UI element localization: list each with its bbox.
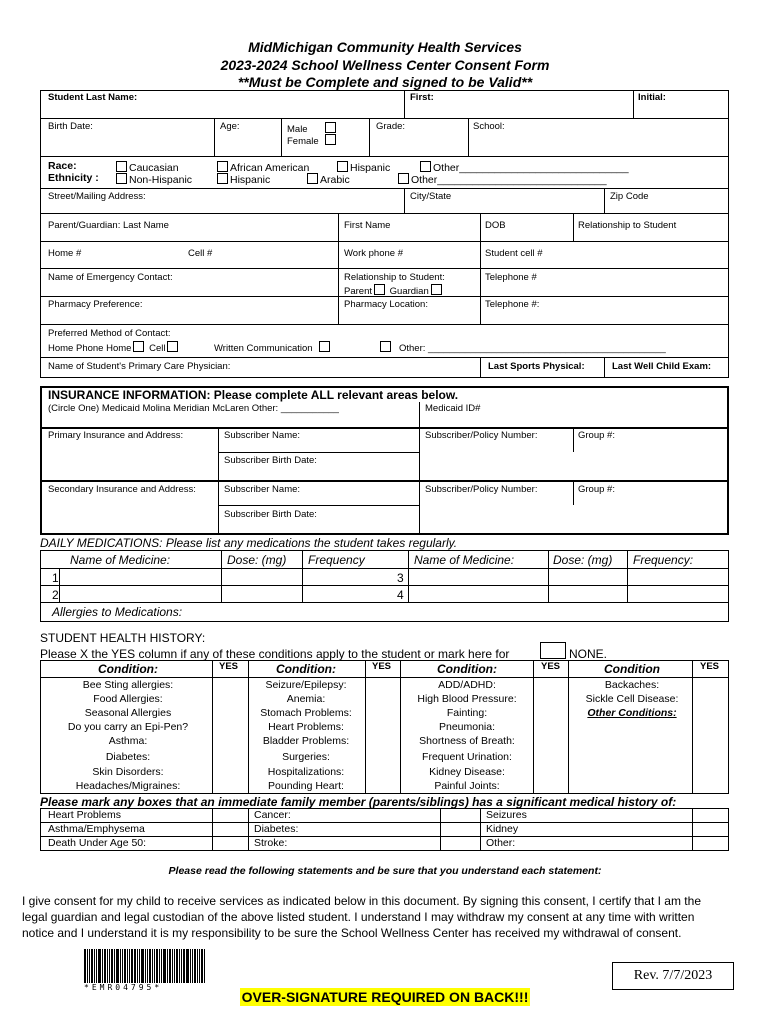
female-option[interactable] xyxy=(287,134,338,147)
parent-label: Parent xyxy=(344,286,372,297)
relationship-to-student-label: Relationship to Student: xyxy=(344,272,445,283)
barcode-bar xyxy=(139,949,140,983)
barcode-bar xyxy=(104,949,106,983)
barcode-bar xyxy=(181,949,182,983)
barcode-bar xyxy=(122,949,123,983)
street-address-label[interactable]: Street/Mailing Address: xyxy=(48,191,146,202)
barcode-bar xyxy=(159,949,160,983)
cell-checkbox[interactable] xyxy=(167,341,178,352)
condition-1-4[interactable]: Do you carry an Epi-Pen? xyxy=(67,721,189,733)
condition-4-2[interactable]: Sickle Cell Disease: xyxy=(585,693,679,705)
barcode-bar xyxy=(91,949,93,983)
other-race-label: Other_____________________________ xyxy=(433,162,629,174)
arabic-option[interactable] xyxy=(305,173,350,186)
guardian-label: Guardian xyxy=(389,286,429,297)
african-american-checkbox[interactable] xyxy=(217,161,228,172)
home-phone-option-label: Home Phone Home xyxy=(48,343,132,354)
pharmacy-telephone-label[interactable]: Telephone #: xyxy=(485,299,540,310)
barcode-bar xyxy=(194,949,196,983)
home-phone-label[interactable]: Home # xyxy=(48,248,82,259)
last-well-child-exam-label[interactable]: Last Well Child Exam: xyxy=(612,361,712,372)
barcode-bar xyxy=(145,949,146,983)
pharmacy-preference-label[interactable]: Pharmacy Preference: xyxy=(48,299,143,310)
medication-row-4[interactable]: 4 xyxy=(397,588,404,602)
condition-4-1[interactable]: Backaches: xyxy=(604,679,660,691)
barcode-bar xyxy=(111,949,113,983)
parent-guardian-options[interactable] xyxy=(344,284,444,297)
primary-subscriber-name-label[interactable]: Subscriber Name: xyxy=(224,430,301,441)
condition-2-7[interactable]: Hospitalizations: xyxy=(267,766,345,778)
guardian-dob-label[interactable]: DOB xyxy=(485,220,506,231)
other-contact-checkbox[interactable] xyxy=(380,341,391,352)
ethnicity-label: Ethnicity : xyxy=(48,172,99,184)
hispanic-race-option[interactable] xyxy=(335,161,390,174)
barcode-bar xyxy=(89,949,90,983)
barcode-bar xyxy=(127,949,128,983)
hispanic-race-checkbox[interactable] xyxy=(337,161,348,172)
condition-header-1: Condition: xyxy=(98,662,158,676)
barcode-bar xyxy=(179,949,180,983)
emergency-telephone-label[interactable]: Telephone # xyxy=(485,272,537,283)
barcode-bar xyxy=(152,949,153,983)
african-american-label: African American xyxy=(230,162,310,174)
primary-group-label[interactable]: Group #: xyxy=(578,430,615,441)
barcode-bar xyxy=(137,949,138,983)
barcode-bar xyxy=(109,949,110,983)
yes-header-1: YES xyxy=(219,661,239,672)
barcode-bar xyxy=(190,949,191,983)
grade-label[interactable]: Grade: xyxy=(376,121,406,132)
medication-row-2[interactable]: 2 xyxy=(52,588,59,602)
condition-2-3[interactable]: Stomach Problems: xyxy=(260,707,352,719)
non-hispanic-checkbox[interactable] xyxy=(116,173,127,184)
condition-1-5[interactable]: Asthma: xyxy=(108,735,148,747)
pharmacy-location-label[interactable]: Pharmacy Location: xyxy=(344,299,428,310)
condition-1-6[interactable]: Diabetes: xyxy=(105,751,151,763)
condition-3-4[interactable]: Pneumonia: xyxy=(438,721,496,733)
barcode-bar xyxy=(102,949,103,983)
barcode-bar xyxy=(116,949,119,983)
family-kidney[interactable]: Kidney xyxy=(486,823,519,835)
condition-3-8[interactable]: Painful Joints: xyxy=(434,780,500,792)
org-name: MidMichigan Community Health Services xyxy=(248,39,522,55)
yes-header-3: YES xyxy=(541,661,561,672)
condition-header-2: Condition: xyxy=(276,662,336,676)
medication-row-3[interactable]: 3 xyxy=(397,571,404,585)
statements-heading: Please read the following statements and be sure that you understand each statement: xyxy=(168,865,602,877)
written-communication-checkbox[interactable] xyxy=(319,341,330,352)
condition-3-2[interactable]: High Blood Pressure: xyxy=(417,693,517,705)
non-hispanic-option[interactable] xyxy=(114,173,192,186)
validity-notice: **Must be Complete and signed to be Valid** xyxy=(237,74,533,90)
medication-row-1[interactable]: 1 xyxy=(52,571,59,585)
last-sports-physical-label[interactable]: Last Sports Physical: xyxy=(488,361,585,372)
condition-1-2[interactable]: Food Allergies: xyxy=(93,693,163,705)
barcode-bar xyxy=(87,949,88,983)
barcode-bar xyxy=(183,949,185,983)
student-cell-label[interactable]: Student cell # xyxy=(485,248,543,259)
barcode-bar xyxy=(154,949,155,983)
arabic-checkbox[interactable] xyxy=(307,173,318,184)
condition-1-8[interactable]: Headaches/Migraines: xyxy=(75,780,181,792)
secondary-policy-number-label[interactable]: Subscriber/Policy Number: xyxy=(425,484,538,495)
barcode-bar xyxy=(134,949,136,983)
work-phone-label[interactable]: Work phone # xyxy=(344,248,403,259)
guardian-checkbox[interactable] xyxy=(431,284,442,295)
other-contact-option[interactable] xyxy=(378,341,666,354)
condition-2-5[interactable]: Bladder Problems: xyxy=(262,735,350,747)
male-option[interactable] xyxy=(287,122,338,135)
caucasian-checkbox[interactable] xyxy=(116,161,127,172)
written-communication-option[interactable] xyxy=(214,341,332,354)
primary-policy-number-label[interactable]: Subscriber/Policy Number: xyxy=(425,430,538,441)
family-death-under-50[interactable]: Death Under Age 50: xyxy=(48,837,147,849)
family-seizures[interactable]: Seizures xyxy=(486,809,527,821)
student-initial-label[interactable]: Initial: xyxy=(638,92,666,103)
condition-3-3[interactable]: Fainting: xyxy=(446,707,488,719)
primary-subscriber-birth-label[interactable]: Subscriber Birth Date: xyxy=(224,455,317,466)
arabic-label: Arabic xyxy=(320,174,350,186)
barcode-bar xyxy=(192,949,193,983)
barcode-bar xyxy=(167,949,168,983)
barcode-bar xyxy=(96,949,97,983)
barcode-bar xyxy=(163,949,166,983)
revision-label: Rev. 7/7/2023 xyxy=(633,968,713,983)
none-checkbox[interactable] xyxy=(540,642,566,659)
condition-2-1[interactable]: Seizure/Epilepsy: xyxy=(265,679,347,691)
health-history-instruction: Please X the YES column if any of these conditions apply to the student or mark here for xyxy=(40,647,510,661)
barcode-bar xyxy=(197,949,198,983)
hispanic-ethnicity-label: Hispanic xyxy=(230,174,271,186)
barcode-bar xyxy=(204,949,205,983)
barcode-text: *EMR04795* xyxy=(84,983,163,992)
consent-statement: I give consent for my child to receive services as indicated below in this document. By signing this consent, I certify that I am the legal guardian and legal custodian of the above listed student. I understand I may withdraw my consent at any time with written notice and I understand it is my responsibility to be sure the School Wellness Center has received my withdrawal of consent. xyxy=(22,894,701,940)
over-signature-banner xyxy=(0,989,770,1007)
barcode-bar xyxy=(94,949,95,983)
non-hispanic-label: Non-Hispanic xyxy=(129,174,193,186)
condition-2-2[interactable]: Anemia: xyxy=(286,693,326,705)
condition-header-3: Condition: xyxy=(437,662,497,676)
age-label[interactable]: Age: xyxy=(220,121,240,132)
secondary-subscriber-name-label[interactable]: Subscriber Name: xyxy=(224,484,301,495)
hispanic-ethnicity-checkbox[interactable] xyxy=(217,173,228,184)
medications-title: DAILY MEDICATIONS: Please list any medications the student takes regularly. xyxy=(40,536,458,550)
hispanic-ethnicity-option[interactable] xyxy=(215,173,270,186)
family-asthma[interactable]: Asthma/Emphysema xyxy=(48,823,145,835)
caucasian-label: Caucasian xyxy=(129,162,179,174)
barcode-bar xyxy=(124,949,126,983)
condition-3-7[interactable]: Kidney Disease: xyxy=(429,766,505,778)
medicine-name-header-2: Name of Medicine: xyxy=(414,553,515,567)
cell-phone-label[interactable]: Cell # xyxy=(188,248,213,259)
guardian-first-name-label[interactable]: First Name xyxy=(344,220,391,231)
barcode-bar xyxy=(161,949,162,983)
condition-1-7[interactable]: Skin Disorders: xyxy=(92,766,164,778)
condition-header-4: Condition xyxy=(604,662,660,676)
insurance-title: INSURANCE INFORMATION: Please complete ALL relevant areas below. xyxy=(48,388,459,402)
other-ethnicity-option[interactable] xyxy=(396,173,607,186)
student-first-name-label[interactable]: First: xyxy=(410,92,434,103)
student-last-name-label[interactable]: Student Last Name: xyxy=(48,92,138,103)
yes-header-2: YES xyxy=(372,661,392,672)
male-label: Male xyxy=(287,124,308,135)
over-signature-label: OVER-SIGNATURE REQUIRED ON BACK!!! xyxy=(241,989,529,1005)
barcode-bar xyxy=(176,949,178,983)
emergency-contact-label[interactable]: Name of Emergency Contact: xyxy=(48,272,173,283)
barcode-bar xyxy=(169,949,171,983)
male-checkbox[interactable] xyxy=(325,122,336,133)
form-title: 2023-2024 School Wellness Center Consent Form xyxy=(220,57,550,73)
barcode-bar xyxy=(201,949,203,983)
condition-3-1[interactable]: ADD/ADHD: xyxy=(438,679,496,691)
medicaid-id-label[interactable]: Medicaid ID# xyxy=(425,403,481,414)
condition-2-8[interactable]: Pounding Heart: xyxy=(268,780,344,792)
barcode-bar xyxy=(131,949,133,983)
condition-3-6[interactable]: Frequent Urination: xyxy=(422,751,512,763)
barcode xyxy=(84,949,206,992)
medication-allergies-label[interactable]: Allergies to Medications: xyxy=(52,605,183,619)
condition-2-6[interactable]: Surgeries: xyxy=(282,751,330,763)
barcode-bar xyxy=(84,949,86,983)
dose-header-2: Dose: (mg) xyxy=(553,553,613,567)
family-other[interactable]: Other: xyxy=(486,837,516,849)
condition-3-5[interactable]: Shortness of Breath: xyxy=(419,735,515,747)
frequency-header-1: Frequency xyxy=(308,553,365,567)
home-phone-option[interactable] xyxy=(48,341,180,354)
none-label: NONE. xyxy=(569,647,608,661)
guardian-relationship-label[interactable]: Relationship to Student xyxy=(578,220,677,231)
barcode-bar xyxy=(141,949,144,983)
revision-box xyxy=(612,962,734,990)
written-communication-label: Written Communication xyxy=(214,343,313,354)
cell-option-label: Cell xyxy=(149,343,166,354)
secondary-subscriber-birth-label[interactable]: Subscriber Birth Date: xyxy=(224,509,317,520)
female-checkbox[interactable] xyxy=(325,134,336,145)
secondary-insurance-label[interactable]: Secondary Insurance and Address: xyxy=(48,484,196,495)
barcode-bar xyxy=(98,949,101,983)
race-label: Race: xyxy=(48,160,77,172)
other-ethnicity-checkbox[interactable] xyxy=(398,173,409,184)
dose-header-1: Dose: (mg) xyxy=(227,553,287,567)
barcode-bar xyxy=(156,949,158,983)
barcode-bar xyxy=(199,949,200,983)
caucasian-option[interactable] xyxy=(114,161,179,174)
parent-checkbox[interactable] xyxy=(374,284,385,295)
school-label[interactable]: School: xyxy=(473,121,505,132)
health-history-title: STUDENT HEALTH HISTORY: xyxy=(40,631,206,645)
preferred-contact-label: Preferred Method of Contact: xyxy=(48,328,171,339)
hispanic-race-label: Hispanic xyxy=(350,162,391,174)
guardian-last-name-label[interactable]: Parent/Guardian: Last Name xyxy=(48,220,169,231)
african-american-option[interactable] xyxy=(215,161,309,174)
condition-4-3[interactable]: Other Conditions: xyxy=(587,707,677,719)
barcode-bar xyxy=(174,949,175,983)
condition-2-4[interactable]: Heart Problems: xyxy=(268,721,344,733)
birth-date-label[interactable]: Birth Date: xyxy=(48,121,93,132)
frequency-header-2: Frequency: xyxy=(633,553,694,567)
barcode-bar xyxy=(120,949,121,983)
family-stroke[interactable]: Stroke: xyxy=(254,837,288,849)
other-contact-label: Other: _____________________________________________ xyxy=(399,343,666,354)
barcode-bars xyxy=(84,949,206,983)
barcode-bar xyxy=(172,949,173,983)
family-history-title: Please mark any boxes that an immediate family member (parents/siblings) has a significant medical history of: xyxy=(40,795,677,809)
barcode-bar xyxy=(114,949,115,983)
family-heart-problems[interactable]: Heart Problems xyxy=(48,809,121,821)
city-state-label[interactable]: City/State xyxy=(410,191,452,202)
condition-1-1[interactable]: Bee Sting allergies: xyxy=(82,679,174,691)
barcode-bar xyxy=(186,949,189,983)
medicine-name-header-1: Name of Medicine: xyxy=(70,553,171,567)
other-race-option[interactable] xyxy=(418,161,629,174)
zip-code-label[interactable]: Zip Code xyxy=(610,191,649,202)
secondary-group-label[interactable]: Group #: xyxy=(578,484,615,495)
yes-header-4: YES xyxy=(700,661,720,672)
female-label: Female xyxy=(287,136,319,147)
family-diabetes[interactable]: Diabetes: xyxy=(254,823,299,835)
barcode-bar xyxy=(149,949,151,983)
other-ethnicity-label: Other_____________________________ xyxy=(411,174,607,186)
home-phone-checkbox[interactable] xyxy=(133,341,144,352)
other-race-checkbox[interactable] xyxy=(420,161,431,172)
primary-care-physician-label[interactable]: Name of Student's Primary Care Physician: xyxy=(48,361,231,372)
barcode-bar xyxy=(147,949,148,983)
barcode-bar xyxy=(129,949,130,983)
barcode-bar xyxy=(107,949,108,983)
family-cancer[interactable]: Cancer: xyxy=(254,809,291,821)
primary-insurance-label[interactable]: Primary Insurance and Address: xyxy=(48,430,184,441)
condition-1-3[interactable]: Seasonal Allergies xyxy=(84,707,172,719)
insurance-circle-one[interactable]: (Circle One) Medicaid Molina Meridian McLaren Other: ___________ xyxy=(48,403,339,414)
